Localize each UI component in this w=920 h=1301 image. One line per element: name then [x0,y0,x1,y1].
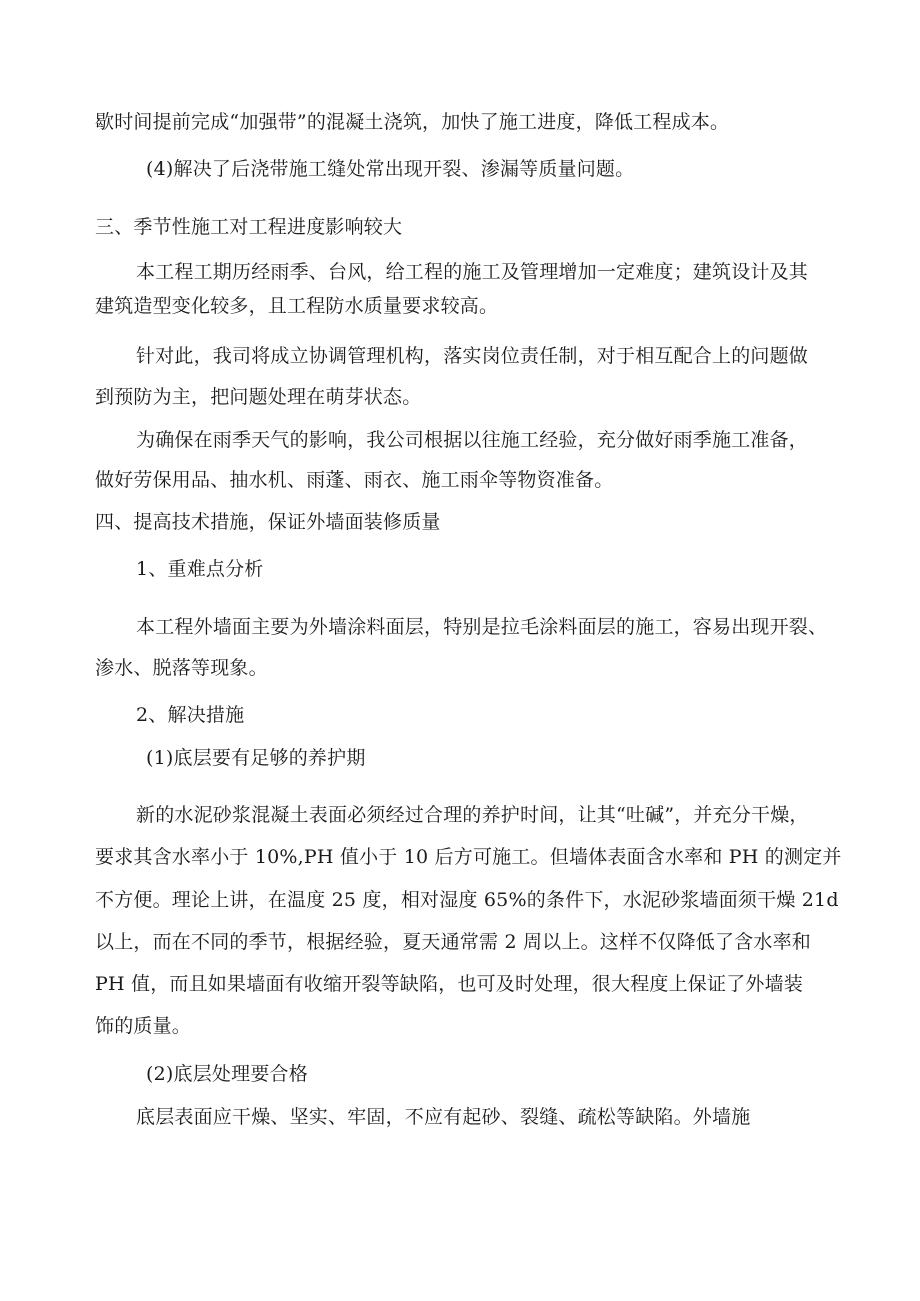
paragraph-line: 不方便。理论上讲，在温度 25 度，相对湿度 65%的条件下，水泥砂浆墙面须干燥 21d [95,889,839,911]
section-heading-4: 四、提高技术措施，保证外墙面装修质量 [95,511,441,533]
paragraph-line: PH 值，而且如果墙面有收缩开裂等缺陷，也可及时处理，很大程度上保证了外墙装 [95,973,803,995]
subheading-2: 2、解决措施 [136,704,245,726]
paragraph-line: 底层表面应干燥、坚实、牢固，不应有起砂、裂缝、疏松等缺陷。外墙施 [136,1106,751,1128]
paragraph-line: 要求其含水率小于 10%,PH 值小于 10 后方可施工。但墙体表面含水率和 PH 的测定并 [95,846,842,868]
paragraph-line: 歇时间提前完成“加强带”的混凝土浇筑，加快了施工进度，降低工程成本。 [95,111,730,133]
paragraph-line: 本工程外墙面主要为外墙涂料面层，特别是拉毛涂料面层的施工，容易出现开裂、 [136,616,828,638]
list-item-1: (1)底层要有足够的养护期 [146,747,366,769]
paragraph-line: 以上，而在不同的季节，根据经验，夏天通常需 2 周以上。这样不仅降低了含水率和 [95,931,811,953]
subheading-1: 1、重难点分析 [136,558,264,580]
paragraph-line: 渗水、脱落等现象。 [95,657,268,679]
paragraph-line: 本工程工期历经雨季、台风，给工程的施工及管理增加一定难度；建筑设计及其 [136,261,809,283]
section-heading-3: 三、季节性施工对工程进度影响较大 [95,216,403,238]
paragraph-line: 针对此，我司将成立协调管理机构，落实岗位责任制，对于相互配合上的问题做 [136,345,809,367]
paragraph-line: 饰的质量。 [95,1015,192,1037]
paragraph-line: 新的水泥砂浆混凝土表面必须经过合理的养护时间，让其“吐碱”，并充分干燥， [136,804,809,826]
paragraph-line: 为确保在雨季天气的影响，我公司根据以往施工经验，充分做好雨季施工准备， [136,429,809,451]
paragraph-line: 建筑造型变化较多，且工程防水质量要求较高。 [95,295,499,317]
paragraph-line: 到预防为主，把问题处理在萌芽状态。 [95,386,422,408]
list-item-4: (4)解决了后浇带施工缝处常出现开裂、渗漏等质量问题。 [146,158,635,180]
list-item-2: (2)底层处理要合格 [146,1063,308,1085]
paragraph-line: 做好劳保用品、抽水机、雨蓬、雨衣、施工雨伞等物资准备。 [95,469,614,491]
